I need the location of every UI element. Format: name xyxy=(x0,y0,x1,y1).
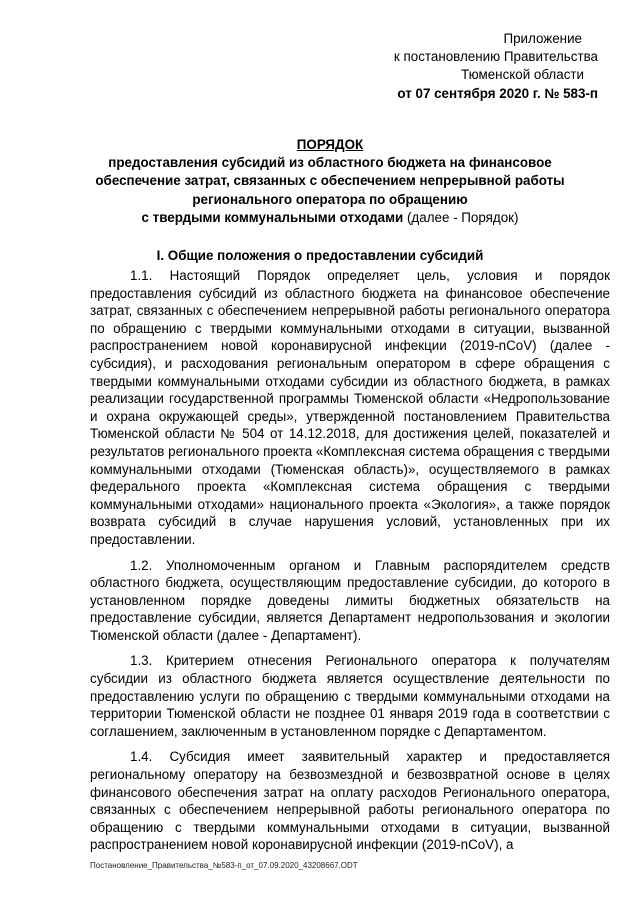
paragraph-1-1: 1.1. Настоящий Порядок определяет цель, условия и порядок предоставления субсидий из областного бюджета на финансовое обеспечение затрат, связанных с обеспечением непрерывной работы регионального оператора по обращению с твердыми коммунальными отходами в ситуации, вызванной распространением новой коронавирусной инфекции (2019-nCoV) (далее - субсидия), и расходования региональным оператором в сфере обращения с твердыми коммунальными отходами субсидии из областного бюджета, в рамках реализации государственной программы Тюменской области «Недропользование и охрана окружающей среды», утвержденной постановлением Правительства Тюменской области № 504 от 14.12.2018, для достижения целей, показателей и результатов регионального проекта «Комплексная система обращения с твердыми коммунальными отходами (Тюменская область)», осуществляемого в рамках федерального проекта «Комплексная система обращения с твердыми коммунальными отходами» национального проекта «Экология», а также порядок возврата субсидий в случае нарушения условий, установленных при их предоставлении. xyxy=(90,268,610,547)
title-line-4-bold: с твердыми коммунальными отходами xyxy=(141,209,404,225)
title-line-4-normal: (далее - Порядок) xyxy=(403,209,519,225)
paragraph-1-4: 1.4. Субсидия имеет заявительный характер и предоставляется региональному оператору на безвозмездной и безвозвратной основе в целях финансового обеспечения затрат на оплату расходов Регионального оператора, связанных с обеспечением непрерывной работы регионального оператора по обращению с твердыми коммунальными отходами в ситуации, вызванной распространением новой коронавирусной инфекции (2019-nCoV), а xyxy=(90,749,610,853)
paragraph-1-3: 1.3. Критерием отнесения Регионального оператора к получателям субсидии из областного бюджета является осуществление деятельности по предоставлению услуги по обращению с твердыми коммунальными отходами на территории Тюменской области не позднее 01 января 2019 года в соответствии с соглашением, заключенным в установленном порядке с Департаментом. xyxy=(90,653,610,739)
annex-block xyxy=(338,30,598,103)
title-line-2: обеспечение затрат, связанных с обеспечением непрерывной работы xyxy=(95,173,565,189)
document-title xyxy=(60,136,600,227)
annex-line-1: Приложение xyxy=(503,31,582,46)
annex-line-3: Тюменской области xyxy=(461,67,584,83)
footer-filename: Постановление_Правительства_№583-п_от_07.09.2020_43208667.ODT xyxy=(90,861,358,870)
section-title: I. Общие положения о предоставлении субсидий xyxy=(156,248,484,263)
title-line-1: предоставления субсидий из областного бюджета на финансовое xyxy=(108,155,552,171)
annex-line-2: к постановлению Правительства xyxy=(393,49,598,65)
annex-line-4: от 07 сентября 2020 г. № 583-п xyxy=(397,85,598,101)
title-head: ПОРЯДОК xyxy=(296,137,364,152)
document-body xyxy=(90,267,610,862)
title-line-4 xyxy=(60,209,600,227)
paragraph-1-2: 1.2. Уполномоченным органом и Главным распорядителем средств областного бюджета, осуществляющим предоставление субсидии, до которого в установленном порядке доведены лимиты бюджетных обязательств на предоставление субсидии, является Департамент недропользования и экологии Тюменской области (далее - Департамент). xyxy=(90,557,610,643)
title-line-3: регионального оператора по обращению xyxy=(192,191,468,207)
